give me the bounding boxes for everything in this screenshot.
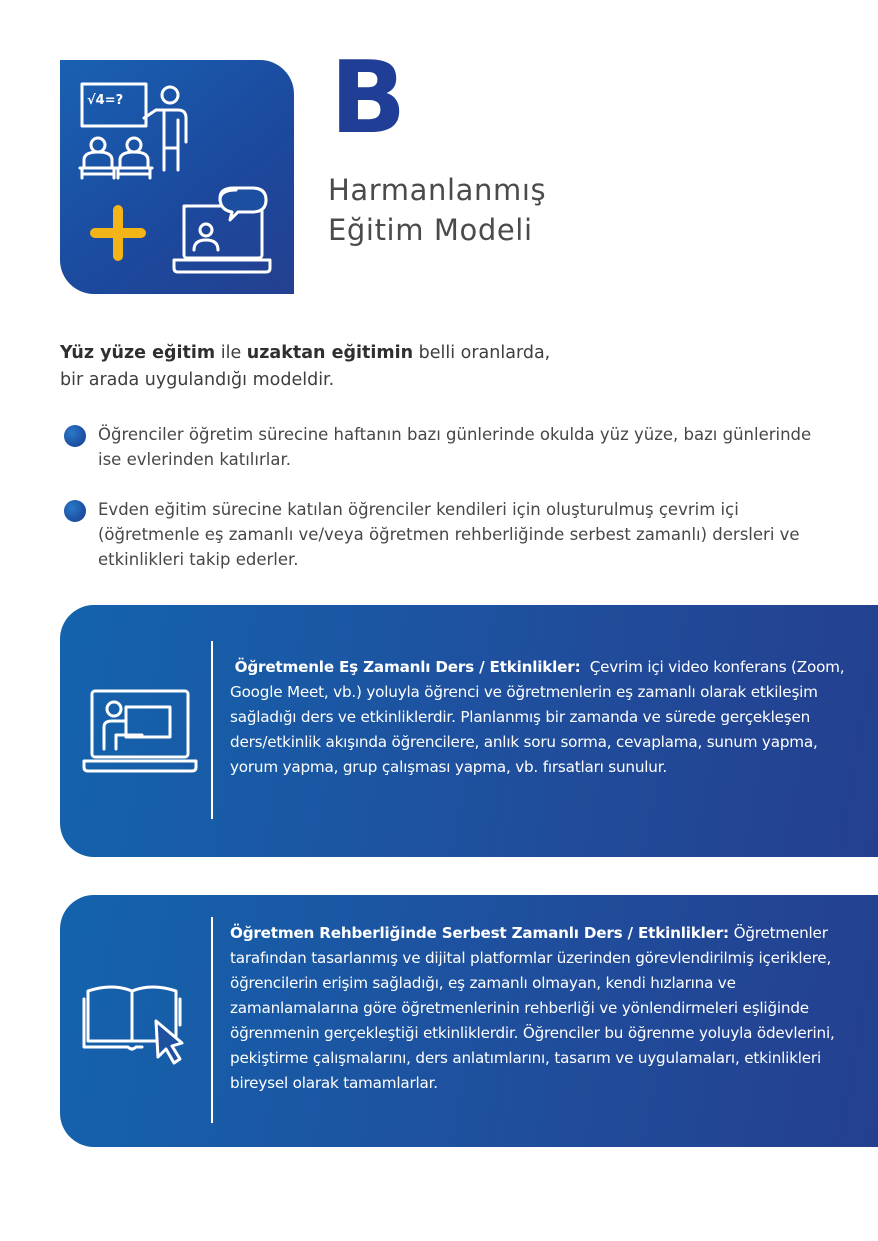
bullet-text: Öğrenciler öğretim sürecine haftanın bazı günlerinde okulda yüz yüze, bazı günlerinde ise evlerinden katılırlar. — [98, 425, 812, 469]
model-title-line-2: Eğitim Modeli — [328, 213, 533, 247]
asynchronous-lesson-card — [60, 895, 878, 1147]
card-title: Öğretmenle Eş Zamanlı Ders / Etkinlikler: — [234, 658, 581, 676]
intro-text-1: ile — [215, 343, 247, 363]
bullet-dot-icon — [64, 500, 86, 522]
intro-text-2: belli oranlarda, — [413, 343, 551, 363]
synchronous-lesson-card — [60, 605, 878, 857]
online-lesson-laptop-icon — [60, 60, 294, 294]
card-divider — [211, 917, 213, 1123]
intro-bold-distance: uzaktan eğitimin — [246, 343, 414, 363]
card-text — [230, 655, 850, 780]
svg-text:√4=?: √4=? — [87, 93, 124, 108]
intro-paragraph — [60, 340, 680, 394]
section-letter: B — [330, 39, 405, 156]
card-text — [230, 921, 850, 1096]
card-divider — [211, 641, 213, 819]
video-conference-laptop-icon — [82, 687, 202, 787]
bullet-text: Evden eğitim sürecine katılan öğrenciler kendileri için oluşturulmuş çevrim içi (öğretmenle eş zamanlı ve/veya öğretmen rehberliğinde serbest zamanlı) dersleri ve etkinlikleri takip ederler. — [98, 500, 800, 569]
card-body: Çevrim içi video konferans (Zoom, Google Meet, vb.) yoluyla öğrenci ve öğretmenlerin eş zamanlı olarak etkileşim sağladığı ders ve etkinliklerdir. Planlanmış bir zamanda ve sürede gerçekleşen ders/etkinlik akışında öğrencilere, anlık soru sorma, cevaplama, sunum yapma, yorum yapma, grup çalışması yapma, vb. fırsatları sunulur. — [230, 658, 845, 776]
model-title-line-1: Harmanlanmış — [328, 173, 547, 207]
card-title: Öğretmen Rehberliğinde Serbest Zamanlı Ders / Etkinlikler: — [230, 924, 729, 942]
bullet-dot-icon — [64, 425, 86, 447]
intro-bold-face-to-face: Yüz yüze eğitim — [60, 343, 216, 363]
model-title — [328, 170, 546, 250]
card-body: Öğretmenler tarafından tasarlanmış ve dijital platformlar üzerinden görevlendirilmiş içeriklere, öğrencilerin erişim sağladığı, eş zamanlı olmayan, kendi hızlarına ve zamanlamalarına göre öğretmenlerinin rehberliği ve yönlendirmeleri eşliğinde öğrenmenin gerçekleştiği etkinliklerdir. Öğrenciler bu öğrenme yoluyla ödevlerini, pekiştirme çalışmalarını, ders anlatımlarını, tasarım ve uygulamaları, etkinlikleri bireysel olarak tamamlarlar. — [230, 924, 835, 1092]
open-book-cursor-icon — [82, 979, 192, 1079]
intro-line-2: bir arada uygulandığı modeldir. — [60, 370, 335, 390]
hero-illustration-box — [60, 60, 294, 294]
